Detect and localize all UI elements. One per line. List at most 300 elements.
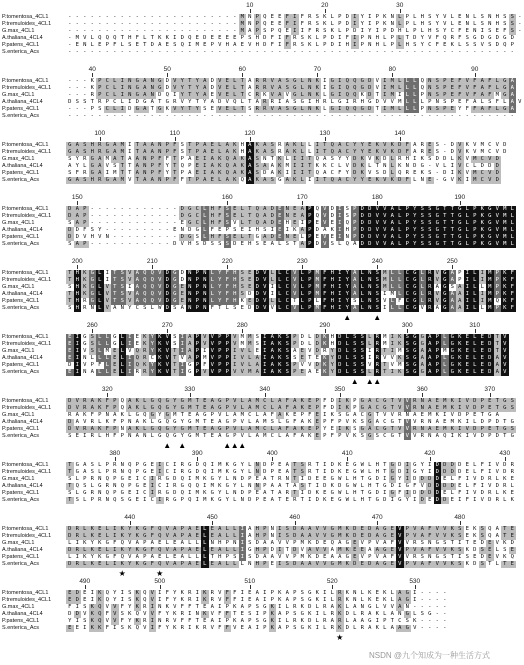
residue: S — [426, 213, 434, 220]
residue: L — [239, 398, 247, 405]
residue: T — [449, 540, 457, 547]
residue: - — [186, 113, 194, 120]
residue: - — [441, 49, 449, 56]
residue: K — [81, 277, 89, 284]
residue: A — [351, 618, 359, 625]
residue: A — [261, 412, 269, 419]
position-number: 410 — [341, 450, 353, 457]
residue: G — [186, 433, 194, 440]
residue: S — [171, 334, 179, 341]
residue: V — [389, 355, 397, 362]
residue: P — [179, 497, 187, 504]
residue: I — [449, 163, 457, 170]
residue: L — [149, 305, 157, 312]
residue: - — [456, 49, 464, 56]
position-number: 370 — [484, 386, 496, 393]
residue: L — [96, 348, 104, 355]
residue: I — [381, 476, 389, 483]
residue: V — [314, 547, 322, 554]
residue: S — [419, 206, 427, 213]
residue: I — [336, 298, 344, 305]
residue: P — [351, 220, 359, 227]
residue: R — [276, 142, 284, 149]
residue: G — [381, 533, 389, 540]
residue: I — [111, 561, 119, 568]
residue: N — [194, 611, 202, 618]
residue: A — [381, 540, 389, 547]
residue: - — [81, 78, 89, 85]
residue: T — [299, 497, 307, 504]
residue: K — [449, 561, 457, 568]
residue: Q — [254, 220, 262, 227]
residue: E — [344, 462, 352, 469]
residue: Q — [344, 92, 352, 99]
position-tick — [265, 393, 266, 397]
residue: C — [344, 149, 352, 156]
residue: R — [141, 369, 149, 376]
residue: Y — [359, 14, 367, 21]
residue: S — [171, 305, 179, 312]
residue: E — [209, 92, 217, 99]
residue: P — [269, 597, 277, 604]
position-ruler — [0, 194, 520, 206]
residue: V — [411, 561, 419, 568]
residue: Y — [329, 362, 337, 369]
residue: - — [111, 21, 119, 28]
residue: K — [81, 412, 89, 419]
residue: V — [471, 433, 479, 440]
position-number: 390 — [191, 450, 203, 457]
sequence-row — [66, 170, 509, 177]
position-ruler — [0, 514, 520, 526]
position-tick — [92, 329, 93, 333]
residue: K — [336, 469, 344, 476]
residue: S — [239, 284, 247, 291]
residue: I — [201, 170, 209, 177]
sequence-row — [66, 433, 516, 440]
residue: - — [269, 49, 277, 56]
residue: L — [66, 554, 74, 561]
residue: P — [96, 85, 104, 92]
residue: N — [201, 270, 209, 277]
sequence-row — [66, 85, 524, 92]
residue: V — [464, 405, 472, 412]
residue: N — [306, 92, 314, 99]
residue: S — [81, 149, 89, 156]
residue: L — [329, 590, 337, 597]
residue: Y — [411, 234, 419, 241]
residue: G — [441, 305, 449, 312]
residue: I — [464, 298, 472, 305]
residue: C — [404, 291, 412, 298]
residue: N — [81, 42, 89, 49]
residue: - — [224, 21, 232, 28]
residue: L — [419, 28, 427, 35]
residue: L — [141, 426, 149, 433]
residue: V — [501, 348, 509, 355]
residue: R — [336, 590, 344, 597]
residue: F — [224, 590, 232, 597]
residue: A — [411, 142, 419, 149]
residue: D — [66, 206, 74, 213]
residue: S — [299, 590, 307, 597]
residue: M — [479, 149, 487, 156]
residue: Y — [351, 142, 359, 149]
residue: S — [359, 341, 367, 348]
residue: K — [449, 526, 457, 533]
residue: K — [306, 35, 314, 42]
residue: H — [216, 540, 224, 547]
residue: H — [231, 298, 239, 305]
residue: A — [419, 355, 427, 362]
residue: P — [404, 533, 412, 540]
residue: W — [336, 476, 344, 483]
residue: F — [164, 156, 172, 163]
residue: L — [396, 78, 404, 85]
residue: A — [494, 533, 502, 540]
residue: D — [164, 85, 172, 92]
residue: V — [201, 341, 209, 348]
residue: Q — [141, 597, 149, 604]
sequence-row — [66, 604, 449, 611]
residue: A — [269, 170, 277, 177]
position-tick — [377, 201, 378, 205]
residue: L — [411, 85, 419, 92]
residue: Y — [179, 78, 187, 85]
residue: D — [291, 561, 299, 568]
residue: V — [81, 611, 89, 618]
residue: G — [111, 341, 119, 348]
residue: G — [434, 213, 442, 220]
residue: S — [66, 156, 74, 163]
residue: K — [134, 405, 142, 412]
residue: G — [419, 334, 427, 341]
residue: A — [261, 177, 269, 184]
residue: E — [156, 554, 164, 561]
residue: E — [471, 412, 479, 419]
residue: D — [66, 419, 74, 426]
residue: E — [464, 341, 472, 348]
residue: L — [164, 554, 172, 561]
residue: L — [149, 433, 157, 440]
residue: T — [291, 462, 299, 469]
species-label: A.thaliana_4CL4 — [2, 99, 43, 105]
position-tick — [92, 73, 93, 77]
residue: V — [396, 405, 404, 412]
residue: L — [119, 348, 127, 355]
residue: F — [224, 597, 232, 604]
residue: A — [284, 590, 292, 597]
position-number: 530 — [409, 578, 421, 585]
residue: V — [239, 362, 247, 369]
residue: - — [126, 234, 134, 241]
residue: V — [381, 177, 389, 184]
residue: L — [396, 270, 404, 277]
residue: D — [66, 547, 74, 554]
residue: E — [486, 405, 494, 412]
residue: V — [239, 369, 247, 376]
residue: I — [479, 291, 487, 298]
residue: - — [216, 49, 224, 56]
residue: Y — [126, 305, 134, 312]
residue: Q — [314, 206, 322, 213]
residue: G — [186, 213, 194, 220]
residue: T — [321, 142, 329, 149]
residue: K — [314, 92, 322, 99]
residue: A — [186, 526, 194, 533]
residue: E — [359, 526, 367, 533]
residue: T — [201, 419, 209, 426]
residue: K — [239, 156, 247, 163]
residue: I — [156, 597, 164, 604]
residue: A — [426, 426, 434, 433]
residue: - — [149, 113, 157, 120]
residue: - — [464, 113, 472, 120]
residue: L — [186, 554, 194, 561]
residue: T — [441, 220, 449, 227]
residue: E — [494, 28, 502, 35]
residue: M — [336, 526, 344, 533]
residue: L — [119, 355, 127, 362]
residue: N — [246, 21, 254, 28]
position-number: 120 — [244, 130, 256, 137]
residue: Y — [164, 163, 172, 170]
residue: G — [501, 35, 509, 42]
residue: Y — [194, 78, 202, 85]
residue: L — [471, 14, 479, 21]
residue: D — [321, 483, 329, 490]
residue: G — [254, 234, 262, 241]
residue: D — [254, 277, 262, 284]
residue: I — [336, 227, 344, 234]
residue: V — [494, 142, 502, 149]
residue: L — [366, 462, 374, 469]
residue: P — [351, 206, 359, 213]
residue: L — [314, 35, 322, 42]
residue: I — [276, 42, 284, 49]
residue: D — [239, 476, 247, 483]
residue: R — [164, 497, 172, 504]
residue: P — [111, 398, 119, 405]
residue: - — [156, 206, 164, 213]
residue: P — [179, 170, 187, 177]
residue: S — [419, 540, 427, 547]
residue: K — [126, 625, 134, 632]
residue: G — [104, 142, 112, 149]
residue: G — [149, 405, 157, 412]
residue: D — [471, 561, 479, 568]
residue: A — [134, 156, 142, 163]
residue: I — [201, 163, 209, 170]
residue: I — [261, 362, 269, 369]
residue: - — [156, 28, 164, 35]
residue: F — [156, 156, 164, 163]
residue: - — [209, 21, 217, 28]
residue: E — [441, 490, 449, 497]
residue: D — [396, 462, 404, 469]
residue: M — [314, 305, 322, 312]
sequence-row — [66, 540, 516, 547]
residue: K — [254, 177, 262, 184]
residue: L — [441, 362, 449, 369]
residue: D — [299, 341, 307, 348]
residue: L — [396, 85, 404, 92]
residue: L — [194, 540, 202, 547]
residue: I — [261, 369, 269, 376]
residue: T — [381, 369, 389, 376]
residue: K — [449, 426, 457, 433]
residue: F — [111, 554, 119, 561]
residue: T — [501, 419, 509, 426]
residue: T — [381, 462, 389, 469]
residue: R — [426, 270, 434, 277]
residue: R — [321, 618, 329, 625]
species-label: P.tremuloides_4CL1 — [2, 21, 52, 27]
residue: - — [284, 113, 292, 120]
residue: I — [149, 490, 157, 497]
residue: F — [456, 28, 464, 35]
residue: S — [314, 14, 322, 21]
residue: C — [381, 419, 389, 426]
residue: L — [509, 206, 517, 213]
residue: L — [456, 42, 464, 49]
residue: T — [366, 497, 374, 504]
residue: L — [104, 547, 112, 554]
residue: E — [464, 526, 472, 533]
residue: E — [209, 35, 217, 42]
residue: D — [314, 241, 322, 248]
residue: F — [456, 490, 464, 497]
residue: G — [171, 277, 179, 284]
residue: Q — [74, 483, 82, 490]
species-labels — [2, 526, 64, 568]
residue: T — [374, 412, 382, 419]
residue: T — [171, 163, 179, 170]
residue: V — [374, 540, 382, 547]
residue: D — [359, 206, 367, 213]
residue: I — [149, 625, 157, 632]
residue: - — [89, 21, 97, 28]
sequence-row — [66, 298, 516, 305]
residue: T — [374, 106, 382, 113]
residue: F — [486, 92, 494, 99]
residue: E — [209, 526, 217, 533]
residue: Y — [66, 618, 74, 625]
residue: T — [449, 554, 457, 561]
residue: L — [321, 611, 329, 618]
residue: L — [276, 291, 284, 298]
residue: V — [156, 291, 164, 298]
species-label: P.tremuloides_4CL1 — [2, 85, 52, 91]
residue: L — [96, 462, 104, 469]
residue: G — [171, 298, 179, 305]
residue: I — [254, 611, 262, 618]
residue: I — [239, 590, 247, 597]
residue: Y — [111, 590, 119, 597]
residue: I — [179, 369, 187, 376]
residue: Y — [344, 305, 352, 312]
residue: P — [261, 547, 269, 554]
residue: N — [486, 14, 494, 21]
residue: P — [479, 405, 487, 412]
residue: H — [186, 241, 194, 248]
residue: P — [381, 28, 389, 35]
residue: K — [456, 355, 464, 362]
residue: R — [306, 469, 314, 476]
residue: D — [201, 35, 209, 42]
residue: N — [201, 298, 209, 305]
residue: V — [494, 540, 502, 547]
residue: T — [404, 35, 412, 42]
residue: I — [194, 597, 202, 604]
residue: R — [494, 497, 502, 504]
residue: P — [306, 277, 314, 284]
residue: A — [306, 561, 314, 568]
residue: I — [486, 462, 494, 469]
residue: L — [359, 590, 367, 597]
residue: P — [374, 14, 382, 21]
residue: A — [254, 369, 262, 376]
residue: I — [464, 419, 472, 426]
residue: I — [366, 355, 374, 362]
residue: A — [141, 78, 149, 85]
residue: - — [81, 28, 89, 35]
residue: D — [269, 206, 277, 213]
residue: K — [501, 540, 509, 547]
residue: F — [479, 469, 487, 476]
residue: S — [419, 234, 427, 241]
residue: A — [96, 170, 104, 177]
residue: L — [471, 21, 479, 28]
residue: Y — [156, 412, 164, 419]
residue: - — [74, 78, 82, 85]
residue: Q — [141, 284, 149, 291]
species-label: A.thaliana_4CL4 — [2, 355, 43, 361]
residue: - — [434, 625, 442, 632]
residue: D — [246, 291, 254, 298]
residue: L — [231, 78, 239, 85]
residue: S — [239, 277, 247, 284]
residue: L — [284, 156, 292, 163]
residue: E — [239, 42, 247, 49]
residue: D — [344, 14, 352, 21]
residue: E — [164, 42, 172, 49]
alignment-block — [0, 578, 520, 640]
residue: V — [141, 611, 149, 618]
residue: V — [359, 554, 367, 561]
residue: G — [89, 156, 97, 163]
residue: M — [284, 163, 292, 170]
residue: P — [216, 355, 224, 362]
residue: - — [396, 49, 404, 56]
site-markers — [66, 313, 516, 322]
residue: P — [344, 28, 352, 35]
residue: L — [396, 227, 404, 234]
residue: D — [164, 284, 172, 291]
residue: F — [456, 92, 464, 99]
residue: C — [284, 305, 292, 312]
residue: A — [374, 547, 382, 554]
residue: G — [411, 462, 419, 469]
residue: V — [261, 270, 269, 277]
residue: V — [501, 334, 509, 341]
residue: G — [366, 99, 374, 106]
residue: G — [186, 234, 194, 241]
residue: Q — [179, 42, 187, 49]
residue: V — [404, 433, 412, 440]
residue: V — [366, 362, 374, 369]
residue: Q — [126, 462, 134, 469]
